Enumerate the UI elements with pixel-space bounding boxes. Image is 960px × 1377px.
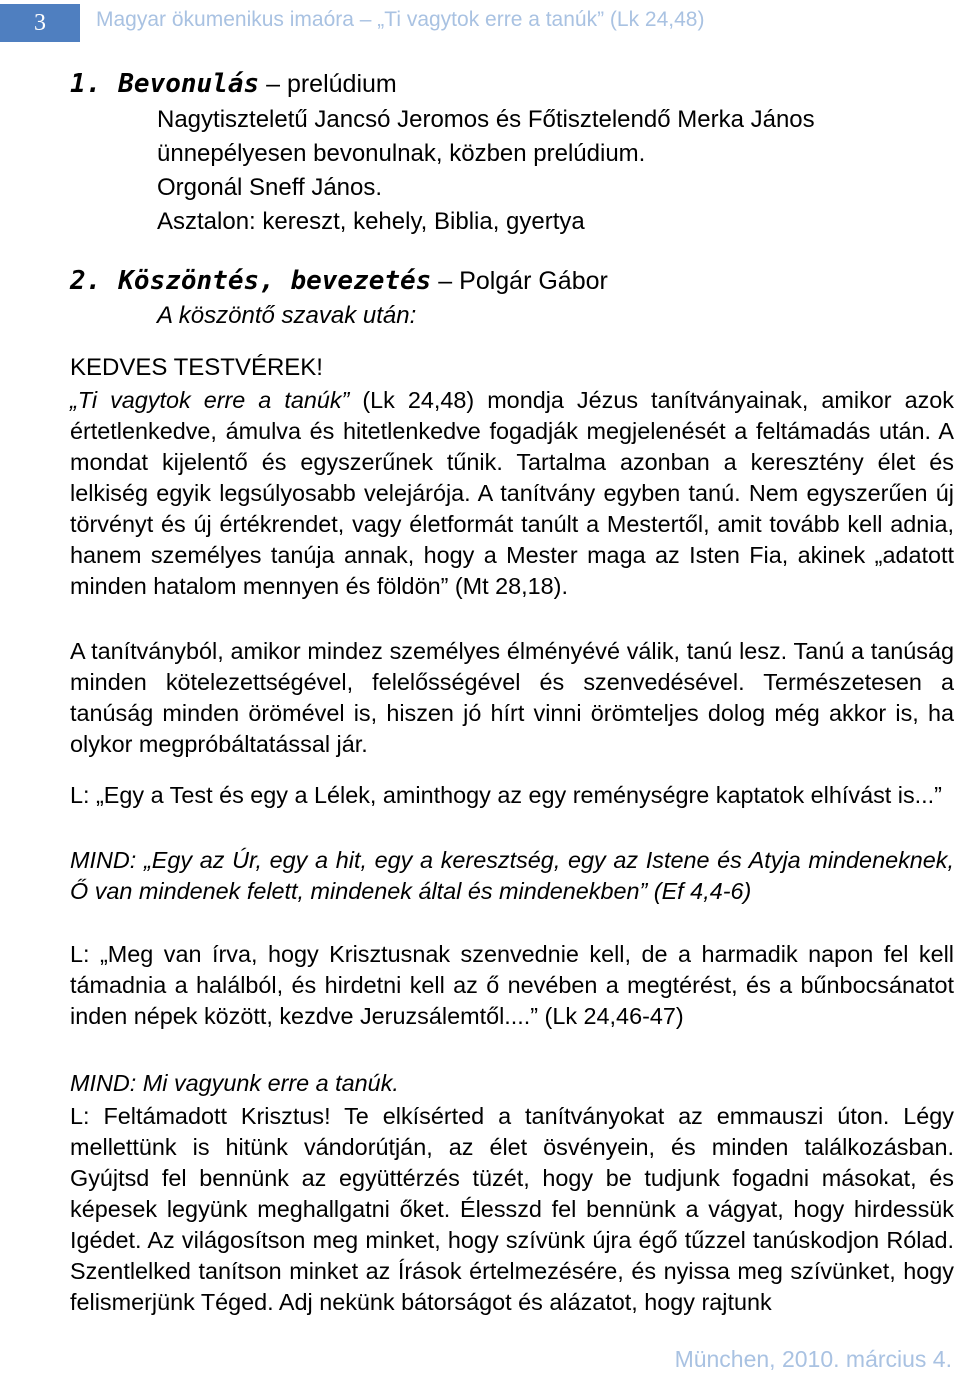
liturgy-mind1-text: MIND: „Egy az Úr, egy a hit, egy a keresztség, egy az Istene és Atyja mindeneknek, Ő van mindenek felett, mindenek által és mindenekben” (Ef 4,4-6) — [70, 847, 954, 904]
section-subtitle: – Polgár Gábor — [431, 267, 608, 295]
page-number: 3 — [0, 4, 80, 42]
section-1-line: ünnepélyesen bevonulnak, közben prelúdium. — [157, 140, 646, 167]
section-title: Bevonulás — [118, 69, 260, 99]
footer-date: München, 2010. március 4. — [674, 1346, 952, 1372]
paragraph-2-text: A tanítványból, amikor mindez személyes élményévé válik, tanú lesz. Tanú a tanúság minden kötelezettségével, felelősségével és szenvedésével. Természetesen a tanúság minden örömével is, hiszen jó hírt vinni örömteljes dolog még akkor is, ha olykor megpróbáltatással jár. — [70, 638, 954, 757]
section-subtitle: – prelúdium — [259, 70, 397, 98]
running-title: Magyar ökumenikus imaóra – „Ti vagytok erre a tanúk” (Lk 24,48) — [96, 8, 705, 31]
intro-text: (Lk 24,48) mondja Jézus tanítványainak, amikor azok értetlenkedve, ámulva és hitetlenkedve fogadják megjelenését a feltámadás után. A mondat kijelentő és egyszerűnek tűnik. Tartalma azonban a keresztény élet és lelkiség egyik legsúlyosabb velejárója. A tanítvány egyben tanú. Nem egyszerűen új törvényt és új értékrendet, vagy életformát tanúlt a Mestertől, amit tovább kell adnia, hanem személyes tanúja annak, hogy a Mester maga az Isten Fia, akinek „adatott minden hatalom mennyen és földön” (Mt 28,18). — [70, 387, 954, 599]
section-1-line: Orgonál Sneff János. — [157, 174, 383, 201]
liturgy-l2-text: L: „Meg van írva, hogy Krisztusnak szenvednie kell, de a harmadik napon fel kell támadnia a halálból, és hirdetni kell az ő nevében a megtérést, és a bűnbocsánatot inden népek között, kezdve Jeruzsálemtől....” (Lk 24,46-47) — [70, 941, 954, 1029]
intro-paragraph — [70, 385, 954, 602]
liturgy-l1 — [70, 780, 954, 811]
paragraph-2 — [70, 636, 954, 760]
section-number: 2. — [70, 266, 102, 296]
section-title: Köszöntés, bevezetés — [118, 266, 432, 296]
liturgy-l2 — [70, 939, 954, 1032]
liturgy-mind2: MIND: Mi vagyunk erre a tanúk. — [70, 1070, 399, 1096]
section-2-heading — [70, 264, 608, 298]
section-number: 1. — [70, 69, 102, 99]
liturgy-l3-text: L: Feltámadott Krisztus! Te elkísérted a tanítványokat az emmauszi úton. Légy mellettünk is hitünk vándorútján, az élet ösvényein, és minden találkozásban. Gyújtsd fel bennünk az együttérzés tüzét, hogy be tudjunk fogadni másokat, és képesek legyünk meghallgatni őket. Élesszd fel bennünk a vágyat, hogy hirdessük Igédet. Az világosítson meg minket, hogy szívünk újra égő tűzzel tanúskodjon Rólad. Szentlelked tanítson minket az Írások értelmezésére, és nyissa meg szívünket, hogy felismerjünk Téged. Adj nekünk bátorságot és alázatot, hogy rajtunk — [70, 1103, 954, 1315]
liturgy-l1-text: L: „Egy a Test és egy a Lélek, aminthogy az egy reménységre kaptatok elhívást is...” — [70, 782, 942, 808]
greeting: KEDVES TESTVÉREK! — [70, 354, 323, 381]
section-1-line: Nagytiszteletű Jancsó Jeromos és Főtisztelendő Merka János — [157, 106, 815, 133]
section-2-subline: A köszöntő szavak után: — [157, 302, 417, 329]
liturgy-mind1 — [70, 845, 954, 907]
section-1-heading — [70, 67, 397, 101]
intro-quote: „Ti vagytok erre a tanúk” — [70, 387, 350, 413]
liturgy-l3 — [70, 1101, 954, 1318]
page-header — [0, 0, 960, 44]
section-1-line: Asztalon: kereszt, kehely, Biblia, gyertya — [157, 208, 585, 235]
